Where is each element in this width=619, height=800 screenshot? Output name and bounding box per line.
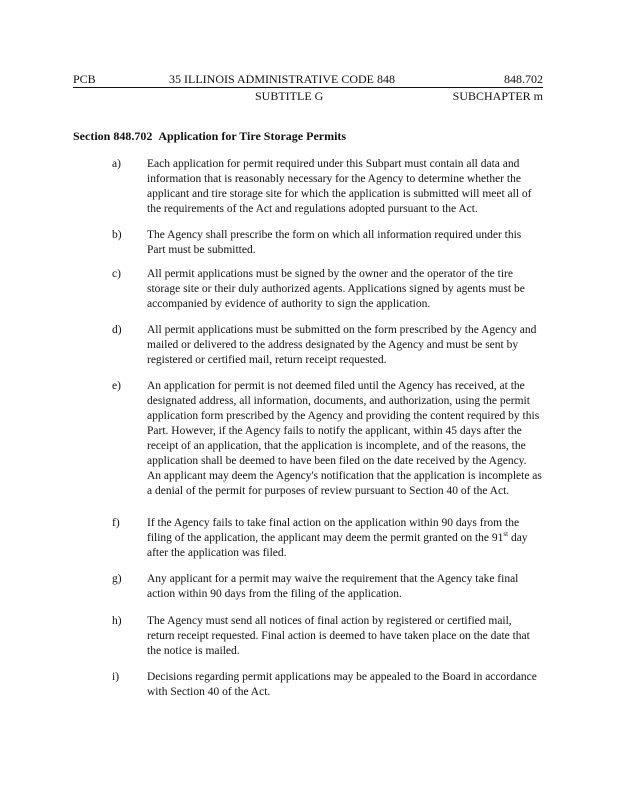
header-subchapter: SUBCHAPTER m (452, 89, 543, 103)
running-subheader (73, 89, 543, 104)
subsection-label: a) (112, 158, 121, 170)
subsection-label: f) (112, 517, 120, 529)
subsection-text: The Agency must send all notices of final action by registered or certified mail, return receipt requested. Final action is deemed to have taken place on the date that the notice is mailed. (147, 615, 530, 657)
subsection-text: An application for permit is not deemed filed until the Agency has received, at the designated address, all information, documents, and authorization, using the permit application form prescribed by the Agency and providing the content required by this Part. However, if the Agency fails to notify the applicant, within 45 days after the receipt of an application, that the application is incomplete, and of the reasons, the application shall be deemed to have been filed on the date received by the Agency. An applicant may deem the Agency's notification that the application is incomplete as a denial of the permit for purposes of review pursuant to Section 40 of the Act. (147, 380, 542, 497)
subsection-label: h) (112, 615, 122, 627)
subsection-text (147, 516, 542, 561)
subsection-text-part: If the Agency fails to take final action on the application within 90 days from the filing of the application, the applicant may deem the permit granted on the 91 (147, 517, 520, 544)
subsection-text: Each application for permit required under this Subpart must contain all data and information that is reasonably necessary for the Agency to determine whether the applicant and tire storage site for which the application is submitted will meet all of the requirements of the Act and regulations adopted pursuant to the Act. (147, 158, 532, 215)
running-header (73, 72, 543, 87)
header-board-abbrev: PCB (73, 72, 96, 86)
ordinal-suffix: st (503, 530, 509, 539)
subsection-label: i) (112, 671, 120, 683)
header-section-number: 848.702 (504, 72, 543, 86)
subsection-text: All permit applications must be submitted on the form prescribed by the Agency and mailed or delivered to the address designated by the Agency and must be sent by registered or certified mail, return receipt requested. (147, 324, 537, 366)
subsection-text: All permit applications must be signed by the owner and the operator of the tire storage site or their duly authorized agents. Applications signed by agents must be accompanied by evidence of authority to sign the application. (147, 268, 525, 310)
subsection-label: g) (112, 573, 122, 585)
subsection-label: d) (112, 324, 122, 336)
subsection-label: e) (112, 380, 121, 392)
header-rule (73, 87, 543, 88)
subsection-label: b) (112, 229, 122, 241)
section-heading (73, 129, 346, 144)
subsection-text: Decisions regarding permit applications may be appealed to the Board in accordance with Section 40 of the Act. (147, 671, 537, 698)
subsection-text: The Agency shall prescribe the form on which all information required under this Part must be submitted. (147, 229, 522, 256)
subsection-text: Any applicant for a permit may waive the requirement that the Agency take final action within 90 days from the filing of the application. (147, 573, 519, 600)
section-number: Section 848.702 (73, 129, 153, 143)
section-title: Application for Tire Storage Permits (158, 129, 347, 143)
header-code-title: 35 ILLINOIS ADMINISTRATIVE CODE 848 (169, 72, 395, 86)
subsection-label: c) (112, 268, 121, 280)
subsection-text-part: day after the application was filed. (147, 532, 528, 559)
header-subtitle: SUBTITLE G (255, 89, 324, 103)
